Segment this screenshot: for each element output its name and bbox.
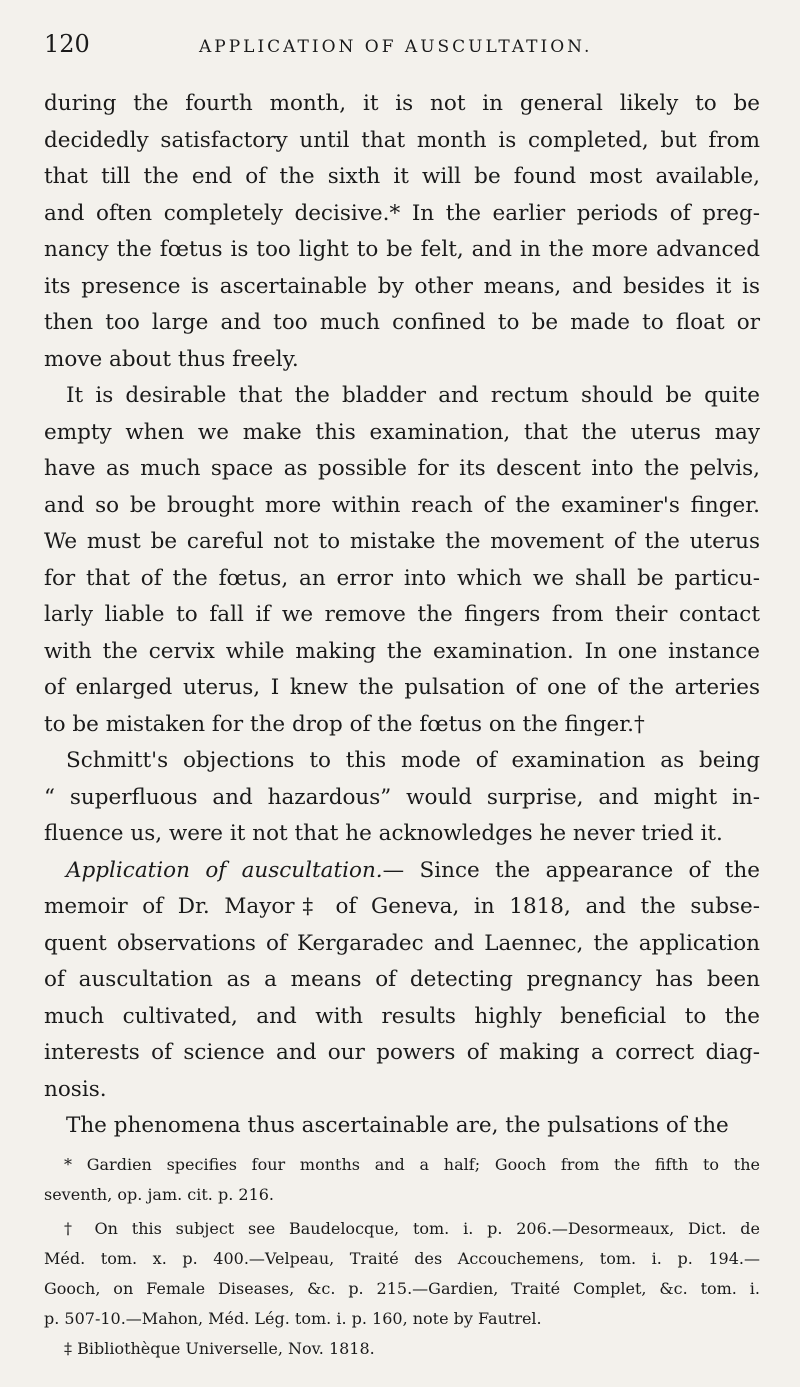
text-line: its presence is ascertainable by other means, and besides it is — [44, 273, 760, 299]
text-line: empty when we make this examination, that the uterus may — [44, 419, 760, 445]
running-head: APPLICATION OF AUSCULTATION. — [199, 37, 593, 57]
text-line: then too large and too much confined to be made to float or — [44, 310, 760, 335]
text-line: for that of the fœtus, an error into which we shall be particu- — [44, 565, 760, 591]
footnote-line: * Gardien specifies four months and a half; Gooch from the fifth to the — [64, 1155, 760, 1174]
page-header — [44, 30, 760, 66]
text-line: of auscultation as a means of detecting pregnancy has been — [44, 967, 760, 992]
section-heading-rest: — Since the appearance of the — [382, 857, 761, 883]
text-line: move about thus freely. — [44, 346, 299, 372]
text-line: have as much space as possible for its descent into the pelvis, — [44, 456, 760, 481]
section-heading-line — [44, 853, 760, 890]
text-line: that till the end of the sixth it will be found most available, — [44, 164, 760, 189]
text-line: during the fourth month, it is not in general likely to be — [44, 91, 760, 116]
footnote-line: p. 507-10.—Mahon, Méd. Lég. tom. i. p. 160, note by Fautrel. — [44, 1309, 542, 1328]
section-heading: Application of auscultation. — [66, 857, 383, 883]
text-line: to be mistaken for the drop of the fœtus on the finger.† — [44, 711, 645, 737]
text-line: memoir of Dr. Mayor‡ of Geneva, in 1818, and the subse- — [44, 894, 760, 919]
text-line: quent observations of Kergaradec and Laennec, the application — [44, 930, 760, 956]
footnote-line: Gooch, on Female Diseases, &c. p. 215.—Gardien, Traité Complet, &c. tom. i. — [44, 1279, 760, 1298]
footnote-line: † On this subject see Baudelocque, tom. i. p. 206.—Desormeaux, Dict. de — [64, 1219, 760, 1238]
text-line: larly liable to fall if we remove the fingers from their contact — [44, 602, 760, 627]
text-line: and so be brought more within reach of the examiner's finger. — [44, 492, 760, 518]
text-line: much cultivated, and with results highly beneficial to the — [44, 1003, 760, 1029]
text-line: interests of science and our powers of making a correct diag- — [44, 1040, 760, 1065]
footnote-line: Méd. tom. x. p. 400.—Velpeau, Traité des Accouchemens, tom. i. p. 194.— — [44, 1249, 760, 1268]
footnote-line: seventh, op. jam. cit. p. 216. — [44, 1185, 275, 1204]
text-line: The phenomena thus ascertainable are, the pulsations of the — [66, 1113, 729, 1138]
text-line: of enlarged uterus, I knew the pulsation of one of the arteries — [44, 675, 760, 700]
text-line: and often completely decisive.* In the earlier periods of preg- — [44, 200, 760, 226]
text-line: “ superfluous and hazardous” would surprise, and might in- — [44, 784, 760, 810]
text-line: We must be careful not to mistake the movement of the uterus — [44, 529, 760, 554]
footnotes — [44, 1150, 760, 1364]
text-line: It is desirable that the bladder and rectum should be quite — [66, 383, 760, 408]
text-line: nosis. — [44, 1076, 107, 1102]
footnote-line: ‡ Bibliothèque Universelle, Nov. 1818. — [64, 1339, 375, 1358]
body-text — [44, 86, 760, 1145]
text-line: nancy the fœtus is too light to be felt, and in the more advanced — [44, 237, 760, 262]
text-line: Schmitt's objections to this mode of examination as being — [66, 748, 760, 773]
text-line: decidedly satisfactory until that month is completed, but from — [44, 127, 760, 153]
page-number: 120 — [44, 30, 90, 58]
text-line: fluence us, were it not that he acknowledges he never tried it. — [44, 821, 723, 846]
text-line: with the cervix while making the examination. In one instance — [44, 638, 760, 664]
